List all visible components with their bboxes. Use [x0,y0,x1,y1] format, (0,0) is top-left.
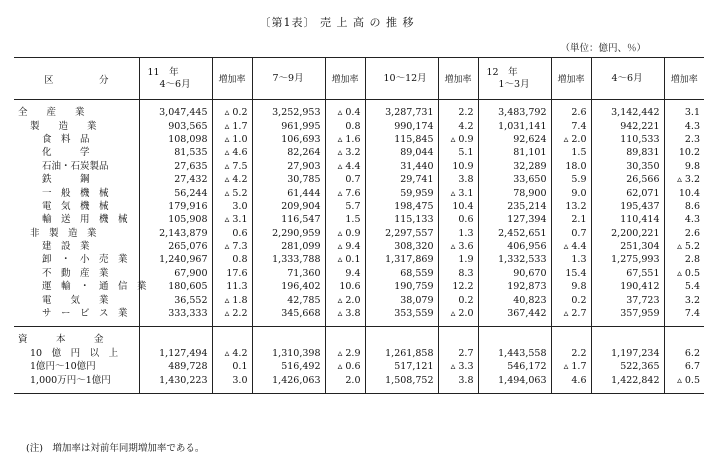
rate-cell: ▵ 4.6 [212,146,252,159]
rate-cell: 2.2 [551,347,591,360]
value-cell: 546,172 [507,361,547,373]
value-cell: 198,475 [394,200,434,212]
value-cell: 32,289 [513,160,547,172]
value-cell: 36,552 [174,294,208,306]
table-row [14,133,704,146]
rate-cell: ▵ 3.2 [325,146,365,159]
rate-header: 増加率 [438,58,478,100]
table-row [14,267,704,280]
rate-cell: 1.5 [325,213,365,226]
table-row [14,146,704,159]
rate-cell: ▵ 5.2 [212,186,252,199]
rate-cell: ▵ 2.9 [325,347,365,360]
row-label: 製 造 業 [14,119,139,132]
value-cell: 27,903 [287,160,321,172]
rate-cell: 15.4 [551,267,591,280]
rate-cell: 17.6 [212,267,252,280]
value-cell: 1,275,993 [611,254,660,266]
value-cell: 179,916 [168,200,208,212]
value-cell: 26,566 [626,174,660,186]
row-label: 食 料 品 [14,133,139,146]
value-cell: 3,483,792 [498,107,547,119]
rate-header: 増加率 [664,58,704,100]
row-label: 鉄 鋼 [14,173,139,186]
value-cell: 192,873 [507,281,547,293]
value-cell: 2,297,557 [385,227,434,239]
rate-cell: ▵ 3.1 [438,186,478,199]
table-row [14,280,704,293]
rate-cell: ▵ 1.7 [551,360,591,373]
table-row [14,240,704,253]
rate-cell: 10.4 [664,186,704,199]
row-label: 輸 送 用 機 械 [14,213,139,226]
table-row [14,347,704,360]
rate-cell: ▵ 2.7 [551,307,591,320]
value-cell: 1,317,869 [385,254,434,266]
rate-header: 増加率 [212,58,252,100]
rate-cell: 0.1 [212,360,252,373]
industry-rows [14,100,704,327]
value-cell: 115,133 [394,214,434,226]
rate-cell: ▵ 4.2 [212,347,252,360]
value-cell: 71,360 [287,267,321,279]
value-cell: 106,693 [281,133,321,145]
value-cell: 81,101 [513,147,547,159]
rate-cell: 1.3 [551,253,591,266]
value-cell: 68,559 [400,267,434,279]
row-label: 不 動 産 業 [14,267,139,280]
rate-cell: 4.6 [551,373,591,386]
value-cell: 31,440 [400,160,434,172]
rate-cell: 2.0 [325,373,365,386]
value-cell [365,333,438,346]
table-row [14,307,704,320]
value-cell: 81,535 [174,147,208,159]
value-cell: 406,956 [507,241,547,253]
rate-cell: 5.4 [664,280,704,293]
table-title: 〔第1表〕 売 上 高 の 推 移 [259,16,415,29]
value-cell: 190,412 [620,281,660,293]
rate-cell: 5.7 [325,200,365,213]
rate-cell: 0.6 [438,213,478,226]
rate-cell: ▵ 0.5 [664,373,704,386]
row-label: 電 気 機 械 [14,200,139,213]
rate-cell: ▵ 1.6 [325,133,365,146]
rate-cell: 7.4 [664,307,704,320]
rate-cell: 1.9 [438,253,478,266]
value-cell: 195,437 [620,200,660,212]
row-label: 資 本 金 [14,333,139,346]
value-cell: 489,728 [168,361,208,373]
rate-cell: ▵ 4.4 [551,240,591,253]
rate-cell: 0.6 [212,227,252,240]
period-header: 12 年 1～3月 [478,58,551,100]
rate-cell [551,333,591,346]
value-cell: 62,071 [626,187,660,199]
value-cell: 37,723 [626,294,660,306]
rate-cell: 9.4 [325,267,365,280]
value-cell: 3,047,445 [159,107,208,119]
rate-cell: 4.3 [664,213,704,226]
table-row [14,213,704,226]
rate-cell: 0.8 [325,119,365,132]
rate-cell: ▵ 4.2 [212,173,252,186]
rate-cell: 9.0 [551,186,591,199]
row-label: 一 般 機 械 [14,186,139,199]
value-cell: 308,320 [394,241,434,253]
rate-cell: 6.7 [664,360,704,373]
rate-cell: 5.9 [551,173,591,186]
table-row [14,373,704,386]
value-cell: 61,444 [287,187,321,199]
rate-cell: 0.2 [438,293,478,306]
value-cell: 3,287,731 [385,107,434,119]
table-row [14,186,704,199]
unit-label: （単位：億円、％） [560,43,646,54]
rate-cell: 9.8 [551,280,591,293]
value-cell: 38,079 [400,294,434,306]
value-cell: 1,430,223 [159,374,208,386]
rate-cell: ▵ 1.8 [212,293,252,306]
table-row [14,360,704,373]
rate-cell: ▵ 2.0 [551,133,591,146]
value-cell: 82,264 [287,147,321,159]
value-cell: 1,127,494 [159,347,208,359]
rate-cell: 2.7 [438,347,478,360]
sales-table [14,57,704,394]
value-cell: 27,432 [174,174,208,186]
rate-cell: 9.8 [664,160,704,173]
value-cell: 1,261,858 [385,347,434,359]
rate-header: 増加率 [551,58,591,100]
value-cell: 105,908 [168,214,208,226]
value-cell: 251,304 [620,241,660,253]
value-cell: 990,174 [394,120,434,132]
value-cell: 180,605 [168,281,208,293]
value-cell: 90,670 [513,267,547,279]
period-header: 4～6月 [591,58,664,100]
rate-cell: 7.4 [551,119,591,132]
rate-cell [212,333,252,346]
value-cell: 517,121 [394,361,434,373]
value-cell: 56,244 [174,187,208,199]
value-cell: 2,290,959 [272,227,321,239]
value-cell: 42,785 [287,294,321,306]
rate-cell: 2.6 [551,106,591,119]
rate-cell: ▵ 0.1 [325,253,365,266]
value-cell: 115,845 [394,133,434,145]
value-cell: 1,443,558 [498,347,547,359]
value-cell: 190,759 [394,281,434,293]
value-cell: 78,900 [513,187,547,199]
row-label: 1億円～10億円 [14,360,139,373]
value-cell: 2,200,221 [611,227,660,239]
value-cell: 2,143,879 [159,227,208,239]
rate-cell: ▵ 2.2 [212,307,252,320]
period-header: 10～12月 [365,58,438,100]
value-cell: 89,831 [626,147,660,159]
rate-cell: 10.4 [438,200,478,213]
rate-cell: 1.5 [551,146,591,159]
footnote: (注) 増加率は対前年同期増加率である。 [26,443,205,454]
value-cell: 30,785 [287,174,321,186]
value-cell: 3,252,953 [272,107,321,119]
table-row [14,106,704,119]
rate-cell: 12.2 [438,280,478,293]
rate-cell: ▵ 1.0 [212,133,252,146]
rate-cell: ▵ 3.6 [438,240,478,253]
rate-cell: 10.9 [438,160,478,173]
rate-cell: 3.1 [664,106,704,119]
rate-cell: 4.2 [438,119,478,132]
rate-cell: ▵ 9.4 [325,240,365,253]
value-cell: 345,668 [281,308,321,320]
rate-cell: 18.0 [551,160,591,173]
rate-cell: 0.8 [212,253,252,266]
rate-cell: 2.8 [664,253,704,266]
table-row [14,227,704,240]
table-row [14,200,704,213]
rate-cell: 1.3 [438,227,478,240]
value-cell [139,333,212,346]
rate-cell: ▵ 2.0 [325,293,365,306]
rate-cell: 3.8 [438,173,478,186]
value-cell: 67,900 [174,267,208,279]
table-row [14,333,704,346]
value-cell: 29,741 [400,174,434,186]
rate-cell: 10.2 [664,146,704,159]
period-header: 11 年 4～6月 [139,58,212,100]
rate-cell: 3.8 [438,373,478,386]
table-row [14,119,704,132]
value-cell: 92,624 [513,133,547,145]
rate-cell: ▵ 7.6 [325,186,365,199]
row-label: 電 気 業 [14,293,139,306]
rate-cell: 2.3 [664,133,704,146]
value-cell: 110,533 [620,133,660,145]
rate-cell: ▵ 3.8 [325,307,365,320]
rate-cell: ▵ 0.2 [212,106,252,119]
value-cell: 1,494,063 [498,374,547,386]
row-label: 建 設 業 [14,240,139,253]
rate-cell: ▵ 3.1 [212,213,252,226]
rate-cell: 13.2 [551,200,591,213]
header-row [14,58,704,100]
rate-header: 増加率 [325,58,365,100]
rate-cell: ▵ 2.0 [438,307,478,320]
value-cell: 353,559 [394,308,434,320]
rate-cell: 0.7 [325,173,365,186]
rate-cell: 2.2 [438,106,478,119]
rate-cell: ▵ 7.3 [212,240,252,253]
row-label: 石油・石炭製品 [14,160,139,173]
value-cell [591,333,664,346]
value-cell: 961,995 [281,120,321,132]
value-cell: 209,904 [281,200,321,212]
value-cell: 1,310,398 [272,347,321,359]
rate-cell: 11.3 [212,280,252,293]
row-label: 非 製 造 業 [14,227,139,240]
value-cell: 333,333 [168,308,208,320]
row-label: 卸 ・ 小 売 業 [14,253,139,266]
value-cell: 1,240,967 [159,254,208,266]
value-cell: 1,426,063 [272,374,321,386]
value-cell: 235,214 [507,200,547,212]
rate-cell: ▵ 1.7 [212,119,252,132]
value-cell: 1,508,752 [385,374,434,386]
rate-cell: 0.7 [551,227,591,240]
value-cell: 522,365 [620,361,660,373]
rate-cell: ▵ 0.4 [325,106,365,119]
value-cell: 3,142,442 [611,107,660,119]
rate-cell: 10.6 [325,280,365,293]
value-cell: 40,823 [513,294,547,306]
row-label: 運 輸 ・ 通 信 業 [14,280,139,293]
rate-cell: 8.3 [438,267,478,280]
row-label: 化 学 [14,146,139,159]
rate-cell: ▵ 0.5 [664,267,704,280]
rate-cell [664,333,704,346]
rate-cell [325,333,365,346]
value-cell: 281,099 [281,241,321,253]
value-cell: 903,565 [168,120,208,132]
value-cell [478,333,551,346]
value-cell: 127,394 [507,214,547,226]
rate-cell: 3.0 [212,373,252,386]
value-cell: 1,031,141 [498,120,547,132]
value-cell: 30,350 [626,160,660,172]
value-cell: 67,551 [626,267,660,279]
value-cell: 357,959 [620,308,660,320]
rate-cell: ▵ 0.6 [325,360,365,373]
value-cell: 116,547 [281,214,321,226]
rate-cell: ▵ 3.3 [438,360,478,373]
rate-cell: 3.0 [212,200,252,213]
table-row [14,160,704,173]
row-label: 全 産 業 [14,106,139,119]
value-cell: 1,422,842 [611,374,660,386]
value-cell: 1,332,533 [498,254,547,266]
rate-cell: ▵ 7.5 [212,160,252,173]
rate-cell: ▵ 5.2 [664,240,704,253]
row-label: 1,000万円～1億円 [14,373,139,386]
rate-cell: ▵ 0.9 [325,227,365,240]
rate-cell: ▵ 0.9 [438,133,478,146]
table-row [14,293,704,306]
table-row [14,173,704,186]
rate-cell: 8.6 [664,200,704,213]
value-cell: 1,333,788 [272,254,321,266]
table-row [14,253,704,266]
category-header: 区 分 [44,74,109,86]
value-cell: 89,044 [400,147,434,159]
value-cell [252,333,325,346]
value-cell: 367,442 [507,308,547,320]
rate-cell: ▵ 3.2 [664,173,704,186]
rate-cell: ▵ 4.4 [325,160,365,173]
rate-cell: 2.6 [664,227,704,240]
rate-cell: 5.1 [438,146,478,159]
value-cell: 27,635 [174,160,208,172]
value-cell: 59,959 [400,187,434,199]
value-cell: 2,452,651 [498,227,547,239]
row-label: サ ー ビ ス 業 [14,307,139,320]
value-cell: 110,414 [620,214,660,226]
value-cell: 516,492 [281,361,321,373]
period-header: 7～9月 [252,58,325,100]
rate-cell: 4.3 [664,119,704,132]
value-cell: 265,076 [168,241,208,253]
value-cell: 1,197,234 [611,347,660,359]
rate-cell [438,333,478,346]
rate-cell: 0.2 [551,293,591,306]
rate-cell: 2.1 [551,213,591,226]
rate-cell: 3.2 [664,293,704,306]
value-cell: 108,098 [168,133,208,145]
capital-rows [14,327,704,394]
value-cell: 942,221 [620,120,660,132]
row-label: 10 億 円 以 上 [14,347,139,360]
value-cell: 196,402 [281,281,321,293]
value-cell: 33,650 [513,174,547,186]
rate-cell: 6.2 [664,347,704,360]
